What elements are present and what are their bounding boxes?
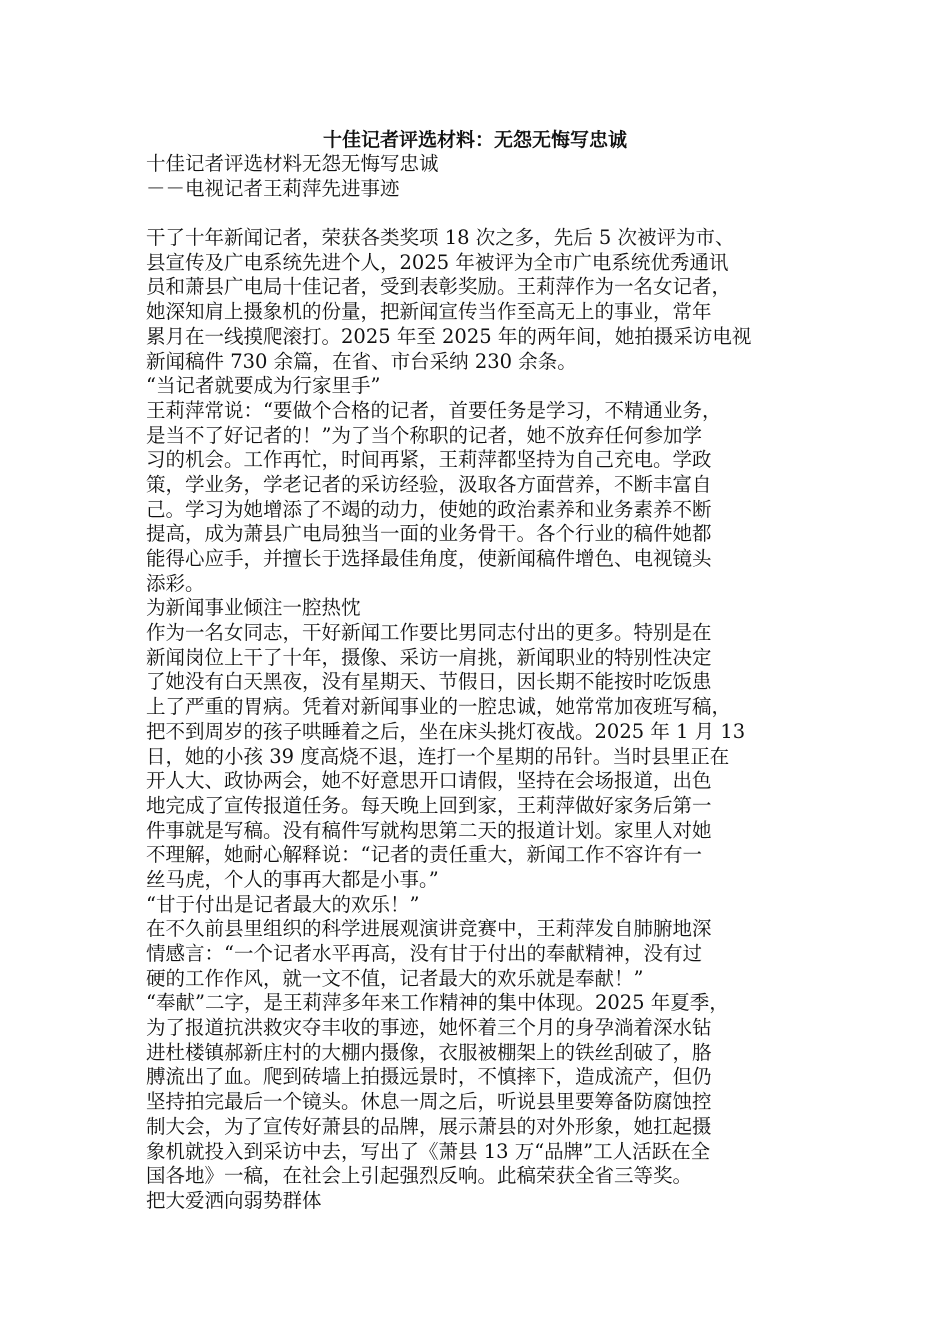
- text-line: 己。学习为她增添了不竭的动力，使她的政治素养和业务素养不断: [146, 497, 712, 521]
- text-line: 不理解，她耐心解释说：“记者的责任重大，新闻工作不容许有一: [146, 843, 702, 867]
- text-line: “甘于付出是记者最大的欢乐！”: [146, 892, 420, 916]
- blank-line: [146, 201, 826, 226]
- text-line: 她深知肩上摄象机的份量，把新闻宣传当作至高无上的事业，常年: [146, 300, 712, 324]
- text-line: 为新闻事业倾注一腔热忱: [146, 596, 361, 620]
- text-line: 硬的工作作风，就一文不值，记者最大的欢乐就是奉献！”: [146, 966, 644, 990]
- text-line: 十佳记者评选材料无怨无悔写忠诚: [146, 152, 439, 175]
- text-line: 在不久前县里组织的科学进展观演讲竞赛中，王莉萍发自肺腑地深: [146, 917, 712, 941]
- text-line: 王莉萍常说：“要做个合格的记者，首要任务是学习，不精通业务，: [146, 398, 722, 422]
- document-title: 十佳记者评选材料：无怨无悔写忠诚: [322, 129, 627, 151]
- text-line: 把大爱洒向弱势群体: [146, 1188, 322, 1212]
- text-line: 丝马虎，个人的事再大都是小事。”: [146, 867, 439, 891]
- text-line: －－电视记者王莉萍先进事迹: [146, 176, 400, 200]
- text-line: 情感言：“一个记者水平再高，没有甘于付出的奉献精神，没有过: [146, 942, 702, 965]
- text-line: “当记者就要成为行家里手”: [146, 374, 381, 398]
- text-line: 象机就投入到采访中去，写出了《萧县 13 万“品牌”工人活跃在全: [146, 1139, 711, 1163]
- text-line: 膊流出了血。爬到砖墙上拍摄远景时，不慎摔下，造成流产，但仍: [146, 1065, 712, 1089]
- document-body: [146, 152, 826, 1214]
- text-line: 县宣传及广电系统先进个人，2025 年被评为全市广电系统优秀通讯: [146, 250, 729, 274]
- text-line: 新闻岗位上干了十年，摄像、采访一肩挑，新闻职业的特别性决定: [146, 645, 712, 669]
- text-line: 习的机会。工作再忙，时间再紧，王莉萍都坚持为自己充电。学政: [146, 448, 712, 472]
- text-line: 上了严重的胃病。凭着对新闻事业的一腔忠诚，她常常加夜班写稿，: [146, 695, 732, 719]
- text-line: 国各地》一稿，在社会上引起强烈反响。此稿荣获全省三等奖。: [146, 1164, 693, 1188]
- text-line: 了她没有白天黑夜，没有星期天、节假日，因长期不能按时吃饭患: [146, 670, 712, 694]
- text-line: 开人大、政协两会，她不好意思开口请假，坚持在会场报道，出色: [146, 769, 712, 793]
- text-line: 地完成了宣传报道任务。每天晚上回到家，王莉萍做好家务后第一: [146, 793, 712, 817]
- text-line: 干了十年新闻记者，荣获各类奖项 18 次之多，先后 5 次被评为市、: [146, 226, 735, 250]
- text-line: 件事就是写稿。没有稿件写就构思第二天的报道计划。家里人对她: [146, 818, 712, 842]
- text-line: 为了报道抗洪救灾夺丰收的事迹，她怀着三个月的身孕淌着深水钻: [146, 1016, 712, 1040]
- text-line: 新闻稿件 730 余篇，在省、市台采纳 230 余条。: [146, 349, 577, 373]
- text-line: 坚持拍完最后一个镜头。休息一周之后，听说县里要筹备防腐蚀控: [146, 1090, 712, 1114]
- text-line: 员和萧县广电局十佳记者，受到表彰奖励。王莉萍作为一名女记者，: [146, 275, 732, 299]
- text-line: 制大会，为了宣传好萧县的品牌，展示萧县的对外形象，她扛起摄: [146, 1114, 712, 1138]
- text-line: 把不到周岁的孩子哄睡着之后，坐在床头挑灯夜战。2025 年 1 月 13: [146, 719, 746, 743]
- text-line: 策，学业务，学老记者的采访经验，汲取各方面营养，不断丰富自: [146, 472, 712, 496]
- text-line: 作为一名女同志，干好新闻工作要比男同志付出的更多。特别是在: [146, 621, 712, 645]
- text-line: “奉献”二字，是王莉萍多年来工作精神的集中体现。2025 年夏季，: [146, 991, 729, 1015]
- text-line: 提高，成为萧县广电局独当一面的业务骨干。各个行业的稿件她都: [146, 522, 712, 546]
- text-line: 是当不了好记者的！”为了当个称职的记者，她不放弃任何参加学: [146, 423, 702, 447]
- text-line: 累月在一线摸爬滚打。2025 年至 2025 年的两年间，她拍摄采访电视: [146, 324, 752, 348]
- text-line: 进杜楼镇郝新庄村的大棚内摄像，衣服被棚架上的铁丝刮破了，胳: [146, 1040, 712, 1064]
- text-line: 能得心应手，并擅长于选择最佳角度，使新闻稿件增色、电视镜头: [146, 547, 712, 570]
- text-line: 日，她的小孩 39 度高烧不退，连打一个星期的吊针。当时县里正在: [146, 744, 730, 768]
- text-line: 添彩。: [146, 571, 205, 595]
